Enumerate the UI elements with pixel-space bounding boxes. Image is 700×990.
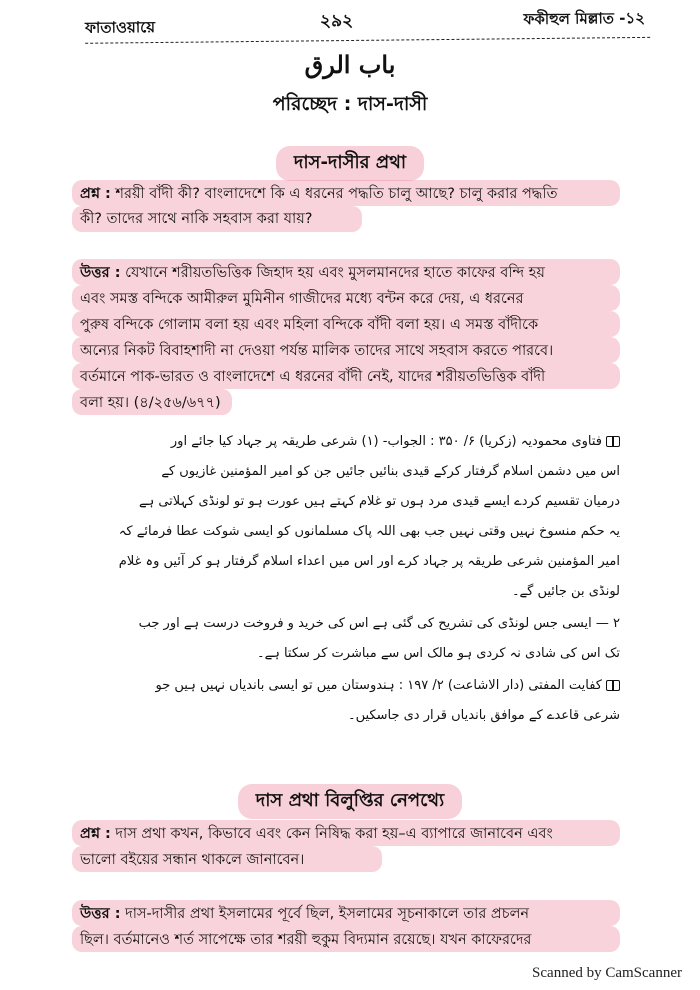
question-line: প্রশ্ন : শরয়ী বাঁদী কী? বাংলাদেশে কি এ ধরনের পদ্ধতি চালু আছে? চালু করার পদ্ধতি [80, 186, 558, 202]
urdu-reference-line: شرعی قاعدے کے موافق باندیاں قرار دی جاسکیں۔ [347, 708, 620, 723]
urdu-reference-line: درمیان تقسیم کردے ایسے قیدی مرد ہوں تو غلام کہتے ہیں عورت ہو تو لونڈی کہلاتی ہے [138, 494, 620, 509]
answer-line: এবং সমস্ত বন্দিকে আমীরুল মুমিনীন গাজীদের মধ্যে বন্টন করে দেয়, এ ধরনের [80, 291, 524, 307]
answer-line: বর্তমানে পাক-ভারত ও বাংলাদেশে এ ধরনের বাঁদী নেই, যাদের শরীয়তভিত্তিক বাঁদী [80, 369, 546, 385]
arabic-chapter-title: باب الرق [304, 50, 396, 79]
urdu-reference-line: کفایت المفتی (دار الاشاعت) ۲/ ۱۹۷ : ہندوستان میں تو ایسی باندیاں نہیں ہیں جو [150, 676, 620, 696]
section-title-1: দাস-দাসীর প্রথা [0, 146, 700, 181]
urdu-reference-line: فتاوی محمودیہ (زکریا) ۶/ ۳۵۰ : الجواب- (۱) شرعی طریقہ پر جہاد کیا جائے اور [150, 432, 620, 452]
question-line: ভালো বইয়ের সন্ধান থাকলে জানাবেন। [80, 852, 305, 868]
question-label: প্রশ্ন : [80, 186, 111, 202]
urdu-reference-line: امیر المؤمنین شرعی طریقہ پر جہاد کرے اور اس میں اعداء اسلام گرفتار ہو کر آئیں وہ غلام [118, 554, 620, 569]
page-number: ২৯২ [319, 10, 354, 32]
answer-line: বলা হয়। (৪/২৫৬/৬৭৭) [80, 395, 221, 411]
answer-line: উত্তর : যেখানে শরীয়তভিত্তিক জিহাদ হয় এবং মুসলমানদের হাতে কাফের বন্দি হয় [80, 265, 545, 281]
answer-line: অন্যের নিকট বিবাহশাদী না দেওয়া পর্যন্ত মালিক তাদের সাথে সহবাস করতে পারবে। [80, 343, 554, 359]
scanner-watermark: Scanned by CamScanner [532, 965, 682, 981]
header-divider [85, 37, 650, 44]
section-title-2: দাস প্রথা বিলুপ্তির নেপথ্যে [0, 784, 700, 819]
answer-line: উত্তর : দাস-দাসীর প্রথা ইসলামের পূর্বে ছিল, ইসলামের সূচনাকালে তার প্রচলন [80, 906, 530, 922]
header-volume: ফকীহুল মিল্লাত -১২ [523, 8, 646, 29]
question-label: প্রশ্ন : [80, 826, 111, 842]
urdu-reference-line: اس میں دشمن اسلام گرفتار کرکے قیدی بنائیں جائیں جن کو امیر المؤمنین غازیوں کے [161, 464, 620, 479]
book-icon [606, 436, 620, 447]
urdu-reference-line: لونڈی بن جائیں گے۔ [511, 584, 620, 599]
urdu-reference-line: تک اس کی شادی نہ کردی ہو مالک اس سے مباشرت کر سکتا ہے۔ [256, 646, 620, 661]
urdu-reference-line: ۲ — ایسی جس لونڈی کی تشریح کی گئی ہے اس کی خرید و فروخت درست ہے اور جب [138, 616, 620, 631]
question-line: প্রশ্ন : দাস প্রথা কখন, কিভাবে এবং কেন নিষিদ্ধ করা হয়–এ ব্যাপারে জানাবেন এবং [80, 826, 553, 842]
chapter-title: পরিচ্ছেদ : দাস-দাসী [272, 93, 428, 115]
header-book-title: ফাতাওয়ায়ে [84, 18, 156, 37]
answer-line: পুরুষ বন্দিকে গোলাম বলা হয় এবং মহিলা বন্দিকে বাঁদী বলা হয়। এ সমস্ত বাঁদীকে [80, 317, 539, 333]
answer-label: উত্তর : [80, 265, 121, 281]
answer-line: ছিল। বর্তমানেও শর্ত সাপেক্ষে তার শরয়ী হুকুম বিদ্যমান রয়েছে। যখন কাফেরদের [80, 932, 532, 948]
question-line: কী? তাদের সাথে নাকি সহবাস করা যায়? [80, 211, 313, 227]
urdu-reference-line: یہ حکم منسوخ نہیں وقتی نہیں جب بھی اللہ پاک مسلمانوں کو ایسی شوکت عطا فرمائے کہ [118, 524, 620, 539]
book-icon [606, 680, 620, 691]
answer-label: উত্তর : [80, 906, 121, 922]
page-header [30, 3, 670, 46]
